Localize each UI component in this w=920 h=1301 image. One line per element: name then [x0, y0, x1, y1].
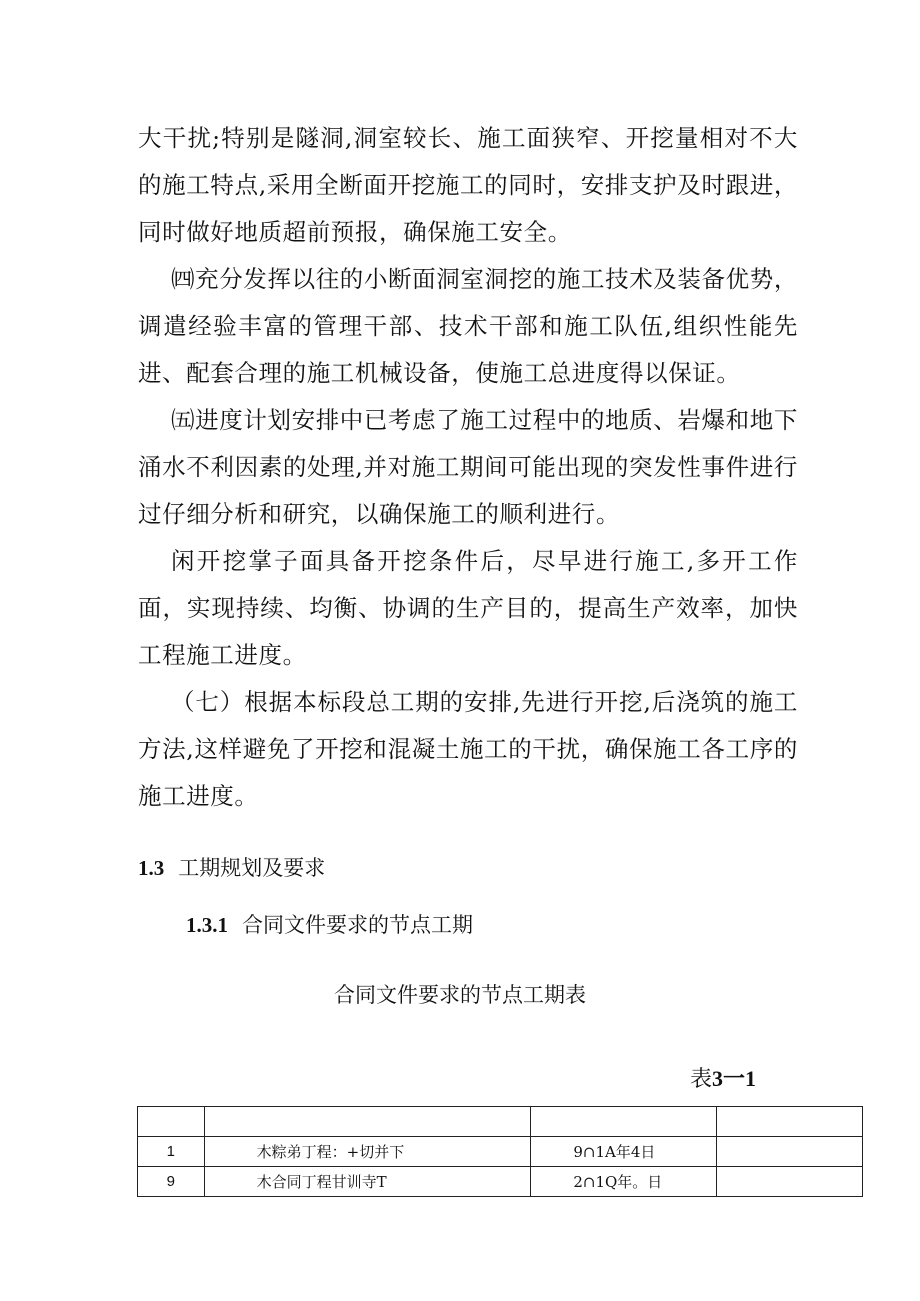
node-schedule-table: [137, 1106, 863, 1197]
paragraph-1: 大干扰;特别是隧洞,洞室较长、施工面狭窄、开挖量相对不大的施工特点,采用全断面开挖施工的同时，安排支护及时跟进，同时做好地质超前预报，确保施工安全。: [138, 124, 798, 246]
paragraph-5: （七）根据本标段总工期的安排,先进行开挖,后浇筑的施工方法,这样避免了开挖和混凝土施工的干扰，确保施工各工序的施工进度。: [138, 688, 798, 810]
subsection-number: 1.3.1: [186, 913, 228, 937]
table-number-prefix: 表: [690, 1067, 713, 1092]
paragraph-4: 闲开挖掌子面具备开挖条件后，尽早进行施工,多开工作面，实现持续、均衡、协调的生产目的，提高生产效率，加快工程施工进度。: [138, 547, 798, 669]
row-index: 1: [138, 1137, 205, 1167]
section-number: 1.3: [138, 856, 165, 880]
section-heading: [138, 853, 325, 883]
header-cell: [716, 1107, 862, 1137]
table-number-value: 3一1: [712, 1066, 757, 1091]
row-date: 2∩1Q年。日: [531, 1167, 716, 1197]
section-title: 工期规划及要求: [178, 856, 326, 880]
table-caption: 合同文件要求的节点工期表: [334, 983, 586, 1007]
header-cell: [204, 1107, 531, 1137]
subsection-title: 合同文件要求的节点工期: [242, 913, 473, 937]
row-date: 9∩1A年4日: [531, 1137, 716, 1167]
header-cell: [138, 1107, 205, 1137]
table-number: [690, 1064, 756, 1095]
paragraph-3: ㈤进度计划安排中已考虑了施工过程中的地质、岩爆和地下涌水不利因素的处理,并对施工期间可能出现的突发性事件进行过仔细分析和研究，以确保施工的顺利进行。: [138, 406, 798, 528]
row-note: [716, 1137, 862, 1167]
table-header-row: [138, 1107, 863, 1137]
subsection-heading: [186, 910, 473, 940]
header-cell: [531, 1107, 716, 1137]
paragraph-2: ㈣充分发挥以往的小断面洞室洞挖的施工技术及装备优势，调遣经验丰富的管理干部、技术干部和施工队伍,组织性能先进、配套合理的施工机械设备，使施工总进度得以保证。: [138, 265, 798, 387]
row-index: 9: [138, 1167, 205, 1197]
table-row: [138, 1137, 863, 1167]
row-item: 木合同丁程甘训寺T: [204, 1167, 531, 1197]
row-note: [716, 1167, 862, 1197]
row-item: 木粽弟丁程：+切并下: [204, 1137, 531, 1167]
table-row: [138, 1167, 863, 1197]
